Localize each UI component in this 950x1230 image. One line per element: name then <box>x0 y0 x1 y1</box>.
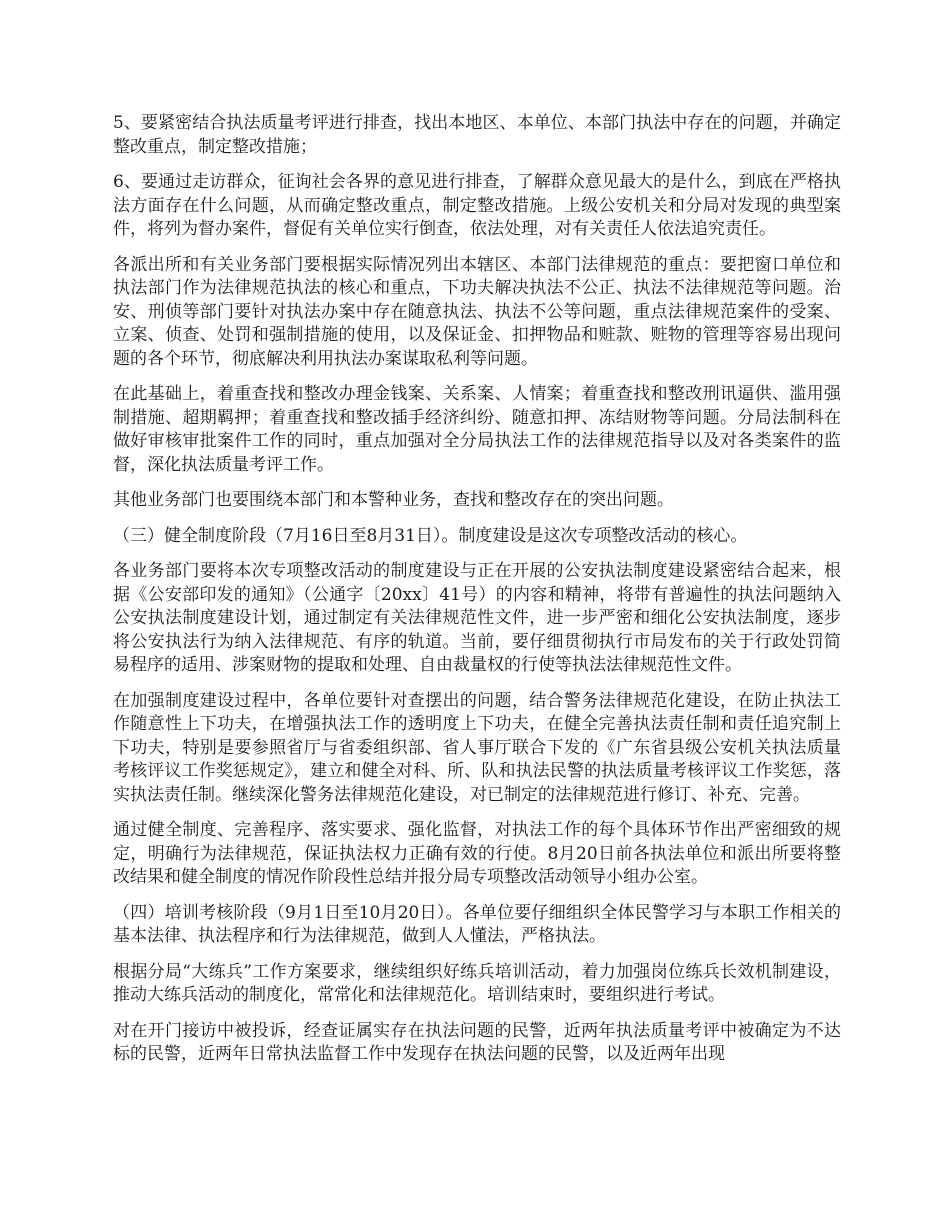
paragraph-training: 根据分局“大练兵”工作方案要求，继续组织好练兵培训活动，着力加强岗位练兵长效机制建设，推动大练兵活动的制度化，常常化和法律规范化。培训结束时，要组织进行考试。 <box>113 961 841 1005</box>
paragraph-supervision: 通过健全制度、完善程序、落实要求、强化监督，对执法工作的每个具体环节作出严密细致的规定，明确行为法律规范，保证执法权力正确有效的行使。8月20日前各执法单位和派出所要将整改结果和健全制度的情况作阶段性总结并报分局专项整改活动领导小组办公室。 <box>113 820 841 887</box>
paragraph-key-issues: 在此基础上，着重查找和整改办理金钱案、关系案、人情案；着重查找和整改刑讯逼供、滥用强制措施、超期羁押；着重查找和整改插手经济纠纷、随意扣押、冻结财物等问题。分局法制科在做好审核审批案件工作的同时，重点加强对全分局执法工作的法律规范指导以及对各类案件的监督，深化执法质量考评工作。 <box>113 384 841 475</box>
paragraph-other-departments: 其他业务部门也要围绕本部门和本警种业务，查找和整改存在的突出问题。 <box>113 490 674 510</box>
paragraph-focus-areas: 各派出所和有关业务部门要根据实际情况列出本辖区、本部门法律规范的重点：要把窗口单位和执法部门作为法律规范执法的核心和重点，下功夫解决执法不公正、执法不法律规范等问题。治安、刑侦等部门要针对执法办案中存在随意执法、执法不公等问题，重点法律规范案件的受案、立案、侦查、处罚和强制措施的使用，以及保证金、扣押物品和赃款、赃物的管理等容易出现问题的各个环节，彻底解决利用执法办案谋取私利等问题。 <box>113 254 841 369</box>
paragraph-item-5: 5、要紧密结合执法质量考评进行排查，找出本地区、本单位、本部门执法中存在的问题，并确定整改重点，制定整改措施； <box>113 113 841 157</box>
paragraph-item-6: 6、要通过走访群众，征询社会各界的意见进行排查，了解群众意见最大的是什么，到底在严格执法方面存在什么问题，从而确定整改重点，制定整改措施。上级公安机关和分局对发现的典型案件，将列为督办案件，督促有关单位实行倒查，依法处理，对有关责任人依法追究责任。 <box>113 172 841 239</box>
section-heading-phase-3: （三）健全制度阶段（7月16日至8月31日）。制度建设是这次专项整改活动的核心。 <box>113 525 748 546</box>
paragraph-system-building: 各业务部门要将本次专项整改活动的制度建设与正在开展的公安执法制度建设紧密结合起来，根据《公安部印发的通知》（公通字〔20xx〕41号）的内容和精神，将带有普遍性的执法问题纳入公安执法制度建设计划，通过制定有关法律规范性文件，进一步严密和细化公安执法制度，逐步将公安执法行为纳入法律规范、有序的轨道。当前，要仔细贯彻执行市局发布的关于行政处罚简易程序的适用、涉案财物的提取和处理、自由裁量权的行使等执法法律规范性文件。 <box>113 561 841 675</box>
paragraph-strengthen-system: 在加强制度建设过程中，各单位要针对查摆出的问题，结合警务法律规范化建设，在防止执法工作随意性上下功夫，在增强执法工作的透明度上下功夫，在健全完善执法责任制和责任追究制上下功夫，特别是要参照省厅与省委组织部、省人事厅联合下发的《广东省县级公安机关执法质量考核评议工作奖惩规定》，建立和健全对科、所、队和执法民警的执法质量考核评议工作奖惩，落实执法责任制。继续深化警务法律规范化建设，对已制定的法律规范进行修订、补充、完善。 <box>113 690 841 805</box>
document-body <box>113 112 841 1079</box>
paragraph-complaints: 对在开门接访中被投诉，经查证属实存在执法问题的民警，近两年执法质量考评中被确定为不达标的民警，近两年日常执法监督工作中发现存在执法问题的民警，以及近两年出现 <box>113 1020 841 1064</box>
section-heading-phase-4: （四）培训考核阶段（9月1日至10月20日）。各单位要仔细组织全体民警学习与本职工作相关的基本法律、执法程序和行为法律规范，做到人人懂法，严格执法。 <box>113 902 841 946</box>
